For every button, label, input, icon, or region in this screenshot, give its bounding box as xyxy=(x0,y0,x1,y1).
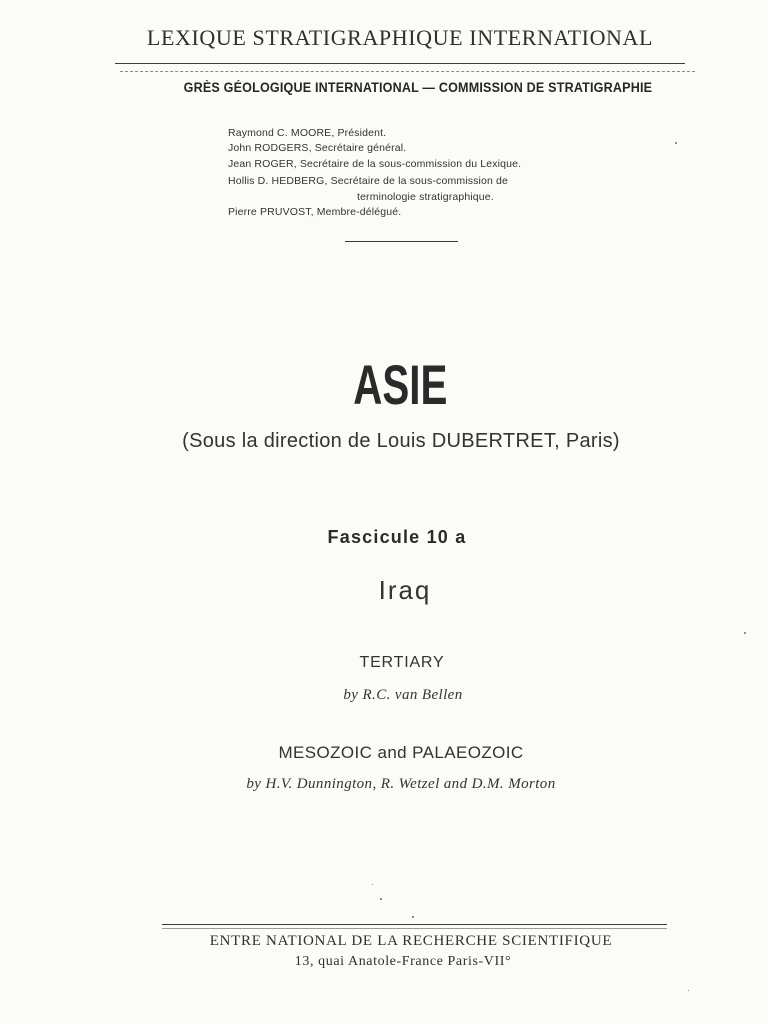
committee-member-terminology-secretary: Hollis D. HEDBERG, Secrétaire de la sous-commission de xyxy=(228,175,509,187)
committee-member-lexicon-secretary: Jean ROGER, Secrétaire de la sous-commission du Lexique. xyxy=(228,158,522,170)
scan-speck xyxy=(688,990,689,991)
publisher-address: 13, quai Anatole-France Paris-VII° xyxy=(294,954,512,969)
header-rule-dotted xyxy=(120,71,695,72)
scan-speck xyxy=(372,884,373,885)
volume-country: Iraq xyxy=(378,575,432,605)
publisher-rule xyxy=(162,924,667,925)
committee-member-secretary-general: John RODGERS, Secrétaire général. xyxy=(228,142,407,154)
fascicule-number: Fascicule 10 a xyxy=(327,527,467,547)
volume-direction: (Sous la direction de Louis DUBERTRET, Paris) xyxy=(182,430,620,452)
committee-member-terminology-secretary-continued: terminologie stratigraphique. xyxy=(357,191,494,203)
section-authors-mesozoic-palaeozoic: by H.V. Dunnington, R. Wetzel and D.M. Morton xyxy=(246,776,556,792)
scan-speck xyxy=(675,142,677,144)
series-title: LEXIQUE STRATIGRAPHIQUE INTERNATIONAL xyxy=(146,25,654,50)
organization-text: GRÈS GÉOLOGIQUE INTERNATIONAL — COMMISSION DE STRATIGRAPHIE xyxy=(183,80,653,95)
header-rule xyxy=(115,63,685,64)
scan-speck xyxy=(744,632,746,634)
organization-line xyxy=(68,80,768,95)
committee-member-president: Raymond C. MOORE, Président. xyxy=(228,127,387,139)
volume-title-text: ASIE xyxy=(352,353,448,416)
section-title-tertiary: TERTIARY xyxy=(359,654,445,671)
committee-member-delegate: Pierre PRUVOST, Membre-délégué. xyxy=(228,206,402,218)
publisher-rule-thin xyxy=(162,928,667,929)
committee-rule xyxy=(345,241,458,242)
scan-speck xyxy=(380,898,382,900)
section-title-mesozoic-palaeozoic: MESOZOIC and PALAEOZOIC xyxy=(278,743,524,762)
scan-speck xyxy=(412,916,414,918)
publisher-name: ENTRE NATIONAL DE LA RECHERCHE SCIENTIFIQUE xyxy=(209,933,613,949)
volume-title xyxy=(50,352,750,417)
section-authors-tertiary: by R.C. van Bellen xyxy=(343,687,463,703)
